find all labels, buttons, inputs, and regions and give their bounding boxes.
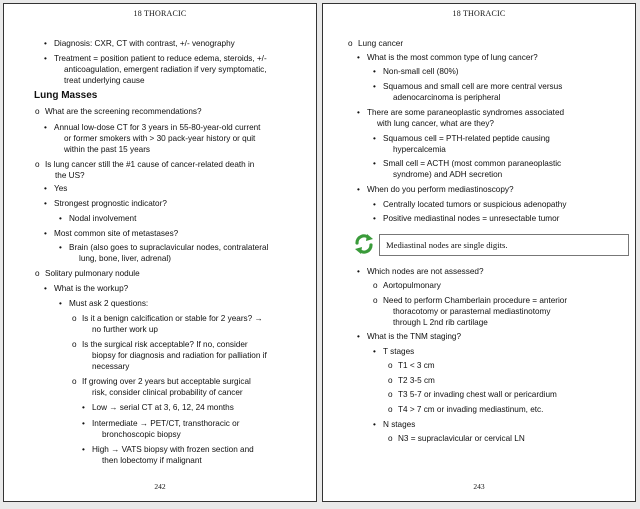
list-item-text: through L 2nd rib cartilage <box>393 318 488 327</box>
bullet: • <box>59 214 62 223</box>
hollow-bullet: o <box>348 39 353 48</box>
list-item-text: What is the TNM staging? <box>367 332 462 341</box>
list-item <box>72 313 304 324</box>
list-item-text: Nodal involvement <box>69 214 137 223</box>
list-item-text: Is the surgical risk acceptable? If no, consider <box>82 340 248 349</box>
list-item-text: N3 = supraclavicular or cervical LN <box>398 434 525 443</box>
section-heading: Lung Masses <box>34 90 98 101</box>
list-item-text: Squamous and small cell are more central versus <box>383 82 563 91</box>
list-item <box>348 38 628 49</box>
list-item <box>357 184 629 195</box>
list-item-text: Lung cancer <box>358 39 404 48</box>
bullet: • <box>44 54 47 63</box>
list-item <box>357 52 629 63</box>
list-item <box>388 389 629 400</box>
list-item <box>388 404 629 415</box>
bullet: • <box>373 82 376 91</box>
list-item <box>373 66 629 77</box>
continuation <box>92 429 102 440</box>
hollow-bullet: o <box>35 160 40 169</box>
list-item-text: thoracotomy or parasternal mediastinotomy <box>393 307 551 316</box>
callout-box <box>379 234 629 256</box>
list-item-text: If growing over 2 years but acceptable surgical <box>82 377 251 386</box>
list-item <box>44 198 304 209</box>
list-item-text: High → VATS biopsy with frozen section and <box>92 445 254 454</box>
hollow-bullet: o <box>373 296 378 305</box>
list-item-text: with lung cancer, what are they? <box>377 119 494 128</box>
list-item-text: Most common site of metastases? <box>54 229 179 238</box>
page-header: 18 THORACIC <box>452 9 506 18</box>
list-item-text: anticoagulation, emergent radiation if very symptomatic, <box>64 65 267 74</box>
list-item-text: the US? <box>55 171 85 180</box>
list-item <box>373 158 629 169</box>
continuation <box>69 253 79 264</box>
list-item-text: risk, consider clinical probability of cancer <box>92 388 243 397</box>
page-header: 18 THORACIC <box>133 9 187 18</box>
hollow-bullet: o <box>388 376 393 385</box>
bullet: • <box>373 159 376 168</box>
list-item <box>82 387 304 398</box>
list-item <box>373 133 629 144</box>
bullet: • <box>357 108 360 117</box>
list-item <box>357 107 629 118</box>
bullet: • <box>373 214 376 223</box>
list-item-text: hypercalcemia <box>393 145 446 154</box>
bullet: • <box>59 243 62 252</box>
bullet: • <box>44 184 47 193</box>
list-item-text: syndrome) and ADH secretion <box>393 170 503 179</box>
list-item <box>373 346 629 357</box>
hollow-bullet: o <box>72 340 77 349</box>
continuation <box>92 455 102 466</box>
bullet: • <box>59 299 62 308</box>
continuation <box>383 144 393 155</box>
continuation <box>54 144 64 155</box>
list-item <box>72 339 304 350</box>
bullet: • <box>44 229 47 238</box>
list-item <box>44 283 304 294</box>
list-item <box>92 455 304 466</box>
continuation <box>45 170 55 181</box>
list-item-text: Yes <box>54 184 68 193</box>
continuation <box>383 317 393 328</box>
bullet: • <box>357 267 360 276</box>
bullet: • <box>373 200 376 209</box>
hollow-bullet: o <box>373 281 378 290</box>
list-item <box>44 38 304 49</box>
list-item <box>383 92 629 103</box>
continuation <box>82 324 92 335</box>
list-item <box>383 169 629 180</box>
list-item-text: Strongest prognostic indicator? <box>54 199 167 208</box>
list-item-text: Centrally located tumors or suspicious adenopathy <box>383 200 567 209</box>
list-item <box>54 133 304 144</box>
bullet: • <box>44 284 47 293</box>
list-item-text: T3 5-7 or invading chest wall or pericardium <box>398 390 557 399</box>
bullet: • <box>44 39 47 48</box>
continuation <box>54 64 64 75</box>
list-item <box>69 253 304 264</box>
bullet: • <box>373 347 376 356</box>
bullet: • <box>82 403 85 412</box>
list-item <box>82 418 304 429</box>
list-item-text: Annual low-dose CT for 3 years in 55-80-year-old current <box>54 123 261 132</box>
list-item <box>383 317 629 328</box>
list-item <box>357 331 629 342</box>
list-item <box>45 170 305 181</box>
hollow-bullet: o <box>388 434 393 443</box>
list-item-text: What is the workup? <box>54 284 129 293</box>
bullet: • <box>44 123 47 132</box>
continuation <box>82 361 92 372</box>
list-item <box>54 144 304 155</box>
list-item <box>72 376 304 387</box>
bullet: • <box>373 67 376 76</box>
list-item-text: treat underlying cause <box>64 76 145 85</box>
recycle-icon <box>353 233 375 255</box>
list-item-text: T4 > 7 cm or invading mediastinum, etc. <box>398 405 544 414</box>
continuation <box>54 133 64 144</box>
list-item <box>44 122 304 133</box>
continuation <box>383 306 393 317</box>
list-item <box>82 324 304 335</box>
right-page <box>322 3 636 502</box>
list-item-text: Squamous cell = PTH-related peptide causing <box>383 134 550 143</box>
continuation <box>383 169 393 180</box>
list-item <box>82 444 304 455</box>
list-item <box>373 199 629 210</box>
list-item-text: or former smokers with > 30 pack-year history or quit <box>64 134 256 143</box>
list-item-text: biopsy for diagnosis and radiation for palliation if <box>92 351 267 360</box>
hollow-bullet: o <box>72 377 77 386</box>
list-item-text: There are some paraneoplastic syndromes associated <box>367 108 565 117</box>
list-item-text: T2 3-5 cm <box>398 376 435 385</box>
continuation <box>82 387 92 398</box>
bullet: • <box>82 445 85 454</box>
list-item-text: What are the screening recommendations? <box>45 107 202 116</box>
list-item <box>383 144 629 155</box>
list-item-text: T stages <box>383 347 415 356</box>
list-item <box>82 350 304 361</box>
list-item <box>388 360 629 371</box>
list-item <box>373 81 629 92</box>
list-item <box>357 266 629 277</box>
list-item <box>59 242 304 253</box>
bullet: • <box>82 419 85 428</box>
list-item-text: no further work up <box>92 325 158 334</box>
list-item-text: Is it a benign calcification or stable for 2 years? → <box>82 314 263 323</box>
continuation <box>367 118 377 129</box>
list-item-text: Low → serial CT at 3, 6, 12, 24 months <box>92 403 234 412</box>
list-item-text: bronchoscopic biopsy <box>102 430 181 439</box>
list-item <box>388 375 629 386</box>
list-item-text: What is the most common type of lung cancer? <box>367 53 538 62</box>
list-item-text: adenocarcinoma is peripheral <box>393 93 501 102</box>
page-number: 243 <box>473 482 485 491</box>
list-item <box>383 306 629 317</box>
bullet: • <box>357 185 360 194</box>
continuation <box>82 350 92 361</box>
list-item-text: Positive mediastinal nodes = unresectable tumor <box>383 214 560 223</box>
list-item <box>373 213 629 224</box>
list-item <box>59 213 304 224</box>
list-item <box>44 53 304 64</box>
list-item-text: Which nodes are not assessed? <box>367 267 484 276</box>
list-item <box>35 268 305 279</box>
list-item-text: Must ask 2 questions: <box>69 299 149 308</box>
list-item-text: lung, bone, liver, adrenal) <box>79 254 171 263</box>
list-item <box>54 64 304 75</box>
list-item-text: within the past 15 years <box>64 145 151 154</box>
list-item <box>373 280 629 291</box>
bullet: • <box>357 332 360 341</box>
list-item-text: Non-small cell (80%) <box>383 67 459 76</box>
list-item <box>82 402 304 413</box>
list-item <box>54 75 304 86</box>
list-item-text: N stages <box>383 420 416 429</box>
list-item <box>35 159 305 170</box>
left-page <box>3 3 317 502</box>
list-item <box>59 298 304 309</box>
list-item-text: Intermediate → PET/CT, transthoracic or <box>92 419 240 428</box>
bullet: • <box>373 420 376 429</box>
list-item <box>373 295 629 306</box>
list-item-text: T1 < 3 cm <box>398 361 435 370</box>
list-item <box>92 429 304 440</box>
list-item <box>44 228 304 239</box>
list-item-text: Solitary pulmonary nodule <box>45 269 140 278</box>
bullet: • <box>357 53 360 62</box>
hollow-bullet: o <box>388 361 393 370</box>
page-number: 242 <box>154 482 166 491</box>
list-item-text: Treatment = position patient to reduce edema, steroids, +/- <box>54 54 267 63</box>
list-item <box>373 419 629 430</box>
continuation <box>54 75 64 86</box>
list-item-text: When do you perform mediastinoscopy? <box>367 185 514 194</box>
list-item <box>82 361 304 372</box>
list-item-text: Aortopulmonary <box>383 281 441 290</box>
callout-text: Mediastinal nodes are single digits. <box>386 240 508 250</box>
list-item-text: Small cell = ACTH (most common paraneoplastic <box>383 159 562 168</box>
list-item <box>35 106 305 117</box>
list-item-text: necessary <box>92 362 130 371</box>
bullet: • <box>373 134 376 143</box>
bullet: • <box>44 199 47 208</box>
list-item <box>44 183 304 194</box>
list-item-text: Brain (also goes to supraclavicular nodes, contralateral <box>69 243 269 252</box>
hollow-bullet: o <box>388 390 393 399</box>
list-item <box>388 433 629 444</box>
hollow-bullet: o <box>35 107 40 116</box>
hollow-bullet: o <box>72 314 77 323</box>
list-item <box>367 118 629 129</box>
list-item-text: then lobectomy if malignant <box>102 456 202 465</box>
list-item-text: Is lung cancer still the #1 cause of cancer-related death in <box>45 160 255 169</box>
list-item-text: Diagnosis: CXR, CT with contrast, +/- venography <box>54 39 235 48</box>
list-item-text: Need to perform Chamberlain procedure = anterior <box>383 296 568 305</box>
hollow-bullet: o <box>388 405 393 414</box>
hollow-bullet: o <box>35 269 40 278</box>
continuation <box>383 92 393 103</box>
